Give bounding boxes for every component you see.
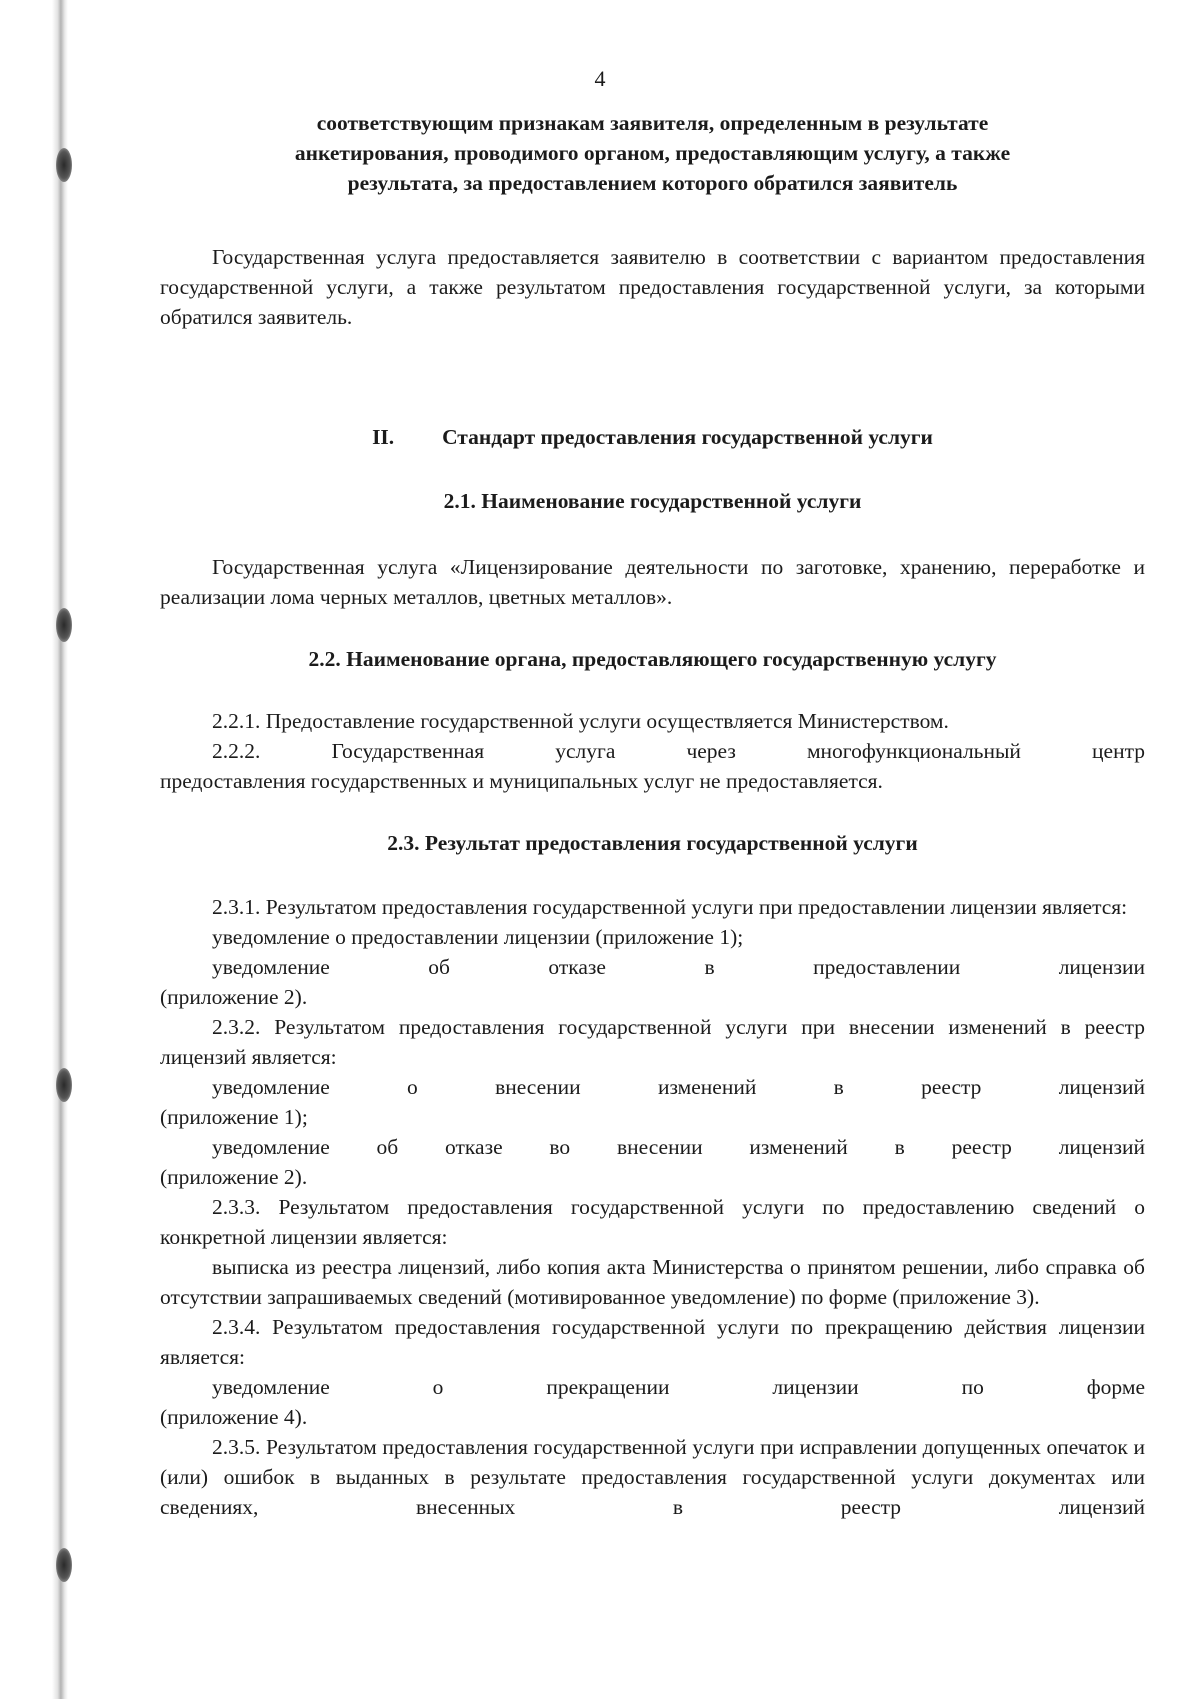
subsection-2-2-heading: 2.2. Наименование органа, предоставляющего государственную услугу (308, 647, 997, 671)
paragraph-2-3-5: 2.3.5. Результатом предоставления государственной услуги при исправлении допущенных опечаток и (или) ошибок в выданных в результате предоставления государственной услуги документах или сведениях, внесенных в реестр лицензий (160, 1435, 1145, 1519)
document-body (160, 108, 1145, 1522)
binding-edge (52, 0, 68, 1699)
section-2-title-text: Стандарт предоставления государственной услуги (442, 425, 933, 449)
section-2-number: II. (372, 425, 395, 449)
punch-hole (56, 1068, 72, 1102)
subsection-2-1-text: Государственная услуга «Лицензирование деятельности по заготовке, хранению, переработке и реализации лома черных металлов, цветных металлов». (160, 555, 1145, 609)
paragraph-2-3-4-item-a-line1: уведомление о прекращении лицензии по форме (212, 1375, 1145, 1399)
paragraph-2-3-1-item-b-line1: уведомление об отказе в предоставлении лицензии (212, 955, 1145, 979)
paragraph-2-2-2-line2: предоставления государственных и муниципальных услуг не предоставляется. (160, 769, 883, 793)
paragraph-2-3-4: 2.3.4. Результатом предоставления государственной услуги по прекращению действия лицензии является: (160, 1315, 1145, 1369)
intro-heading (160, 108, 1145, 198)
paragraph-2-3-2: 2.3.2. Результатом предоставления государственной услуги при внесении изменений в реестр лицензий является: (160, 1015, 1145, 1069)
paragraph-2-3-3: 2.3.3. Результатом предоставления государственной услуги по предоставлению сведений о конкретной лицензии является: (160, 1195, 1145, 1249)
subsection-2-3-heading: 2.3. Результат предоставления государственной услуги (387, 831, 918, 855)
paragraph-2-3-2-item-b-line1: уведомление об отказе во внесении изменений в реестр лицензий (212, 1135, 1145, 1159)
paragraph-2-3-4-item-a-line2: (приложение 4). (160, 1405, 308, 1429)
intro-heading-line: результата, за предоставлением которого обратился заявитель (347, 171, 958, 195)
paragraph-2-3-1: 2.3.1. Результатом предоставления государственной услуги при предоставлении лицензии является: (212, 895, 1128, 919)
paragraph-2-2-2-line1: 2.2.2. Государственная услуга через многофункциональный центр (212, 739, 1145, 763)
section-2-title (160, 422, 1145, 452)
paragraph-2-3-1-item-a: уведомление о предоставлении лицензии (приложение 1); (212, 925, 744, 949)
paragraph-2-3-2-item-a-line1: уведомление о внесении изменений в реестр лицензий (212, 1075, 1145, 1099)
intro-heading-line: анкетирования, проводимого органом, предоставляющим услугу, а также (294, 141, 1011, 165)
paragraph-2-3-2-item-a-line2: (приложение 1); (160, 1105, 308, 1129)
intro-paragraph: Государственная услуга предоставляется заявителю в соответствии с вариантом предоставления государственной услуги, а также результатом предоставления государственной услуги, за которыми обратился заявитель. (160, 245, 1145, 329)
intro-heading-line: соответствующим признакам заявителя, определенным в результате (316, 111, 989, 135)
punch-hole (56, 608, 72, 642)
page-number: 4 (594, 66, 606, 91)
punch-hole (56, 1548, 72, 1582)
punch-hole (56, 148, 72, 182)
paragraph-2-3-3-item-a: выписка из реестра лицензий, либо копия акта Министерства о принятом решении, либо справка об отсутствии запрашиваемых сведений (мотивированное уведомление) по форме (приложение 3). (160, 1255, 1145, 1309)
paragraph-2-3-1-item-b-line2: (приложение 2). (160, 985, 308, 1009)
paragraph-2-3-2-item-b-line2: (приложение 2). (160, 1165, 308, 1189)
subsection-2-1-heading: 2.1. Наименование государственной услуги (443, 489, 862, 513)
paragraph-2-2-1: 2.2.1. Предоставление государственной услуги осуществляется Министерством. (212, 709, 949, 733)
